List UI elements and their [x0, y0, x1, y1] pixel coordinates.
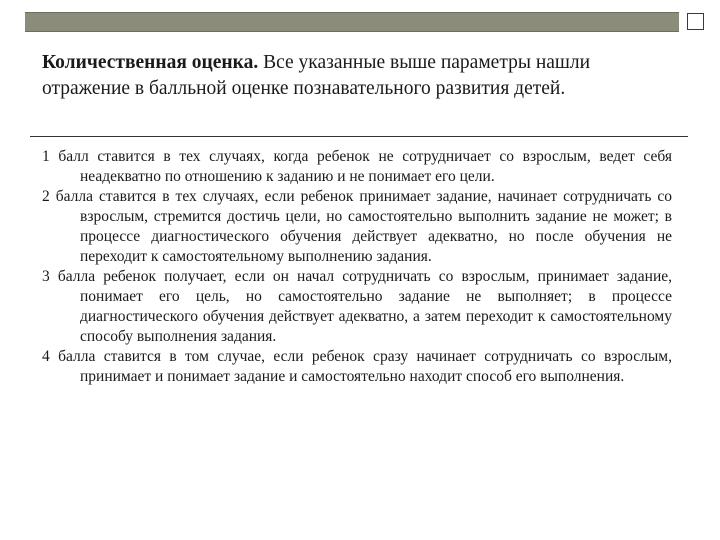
top-decorative-bar: [25, 12, 679, 32]
criteria-list: [42, 147, 672, 387]
title-bold: Количественная оценка.: [42, 52, 259, 73]
divider-line: [30, 136, 688, 137]
criterion-2: 2 балла ставится в тех случаях, если ребенок принимает задание, начинает сотрудничать со взрослым, стремится достичь цели, но самостоятельно выполнить задание не может; в процессе диагностического обучения действует адекватно, но после обучения не переходит к самостоятельному выполнению задания.: [42, 188, 672, 265]
corner-square-icon: [687, 13, 704, 30]
criterion-1: 1 балл ставится в тех случаях, когда ребенок не сотрудничает со взрослым, ведет себя неадекватно по отношению к заданию и не понимает его цели.: [42, 148, 672, 185]
title-rest: Все указанные выше параметры нашли отражение в балльной оценке познавательного развития детей.: [42, 52, 591, 99]
criterion-4: 4 балла ставится в том случае, если ребенок сразу начинает сотрудничать со взрослым, принимает и понимает задание и самостоятельно находит способ его выполнения.: [42, 348, 672, 385]
slide-title: [42, 50, 662, 102]
criterion-3: 3 балла ребенок получает, если он начал сотрудничать со взрослым, принимает задание, понимает его цель, но самостоятельно задание не выполняет; в процессе диагностического обучения действует адекватно, а затем переходит к самостоятельному способу выполнения задания.: [42, 268, 672, 345]
